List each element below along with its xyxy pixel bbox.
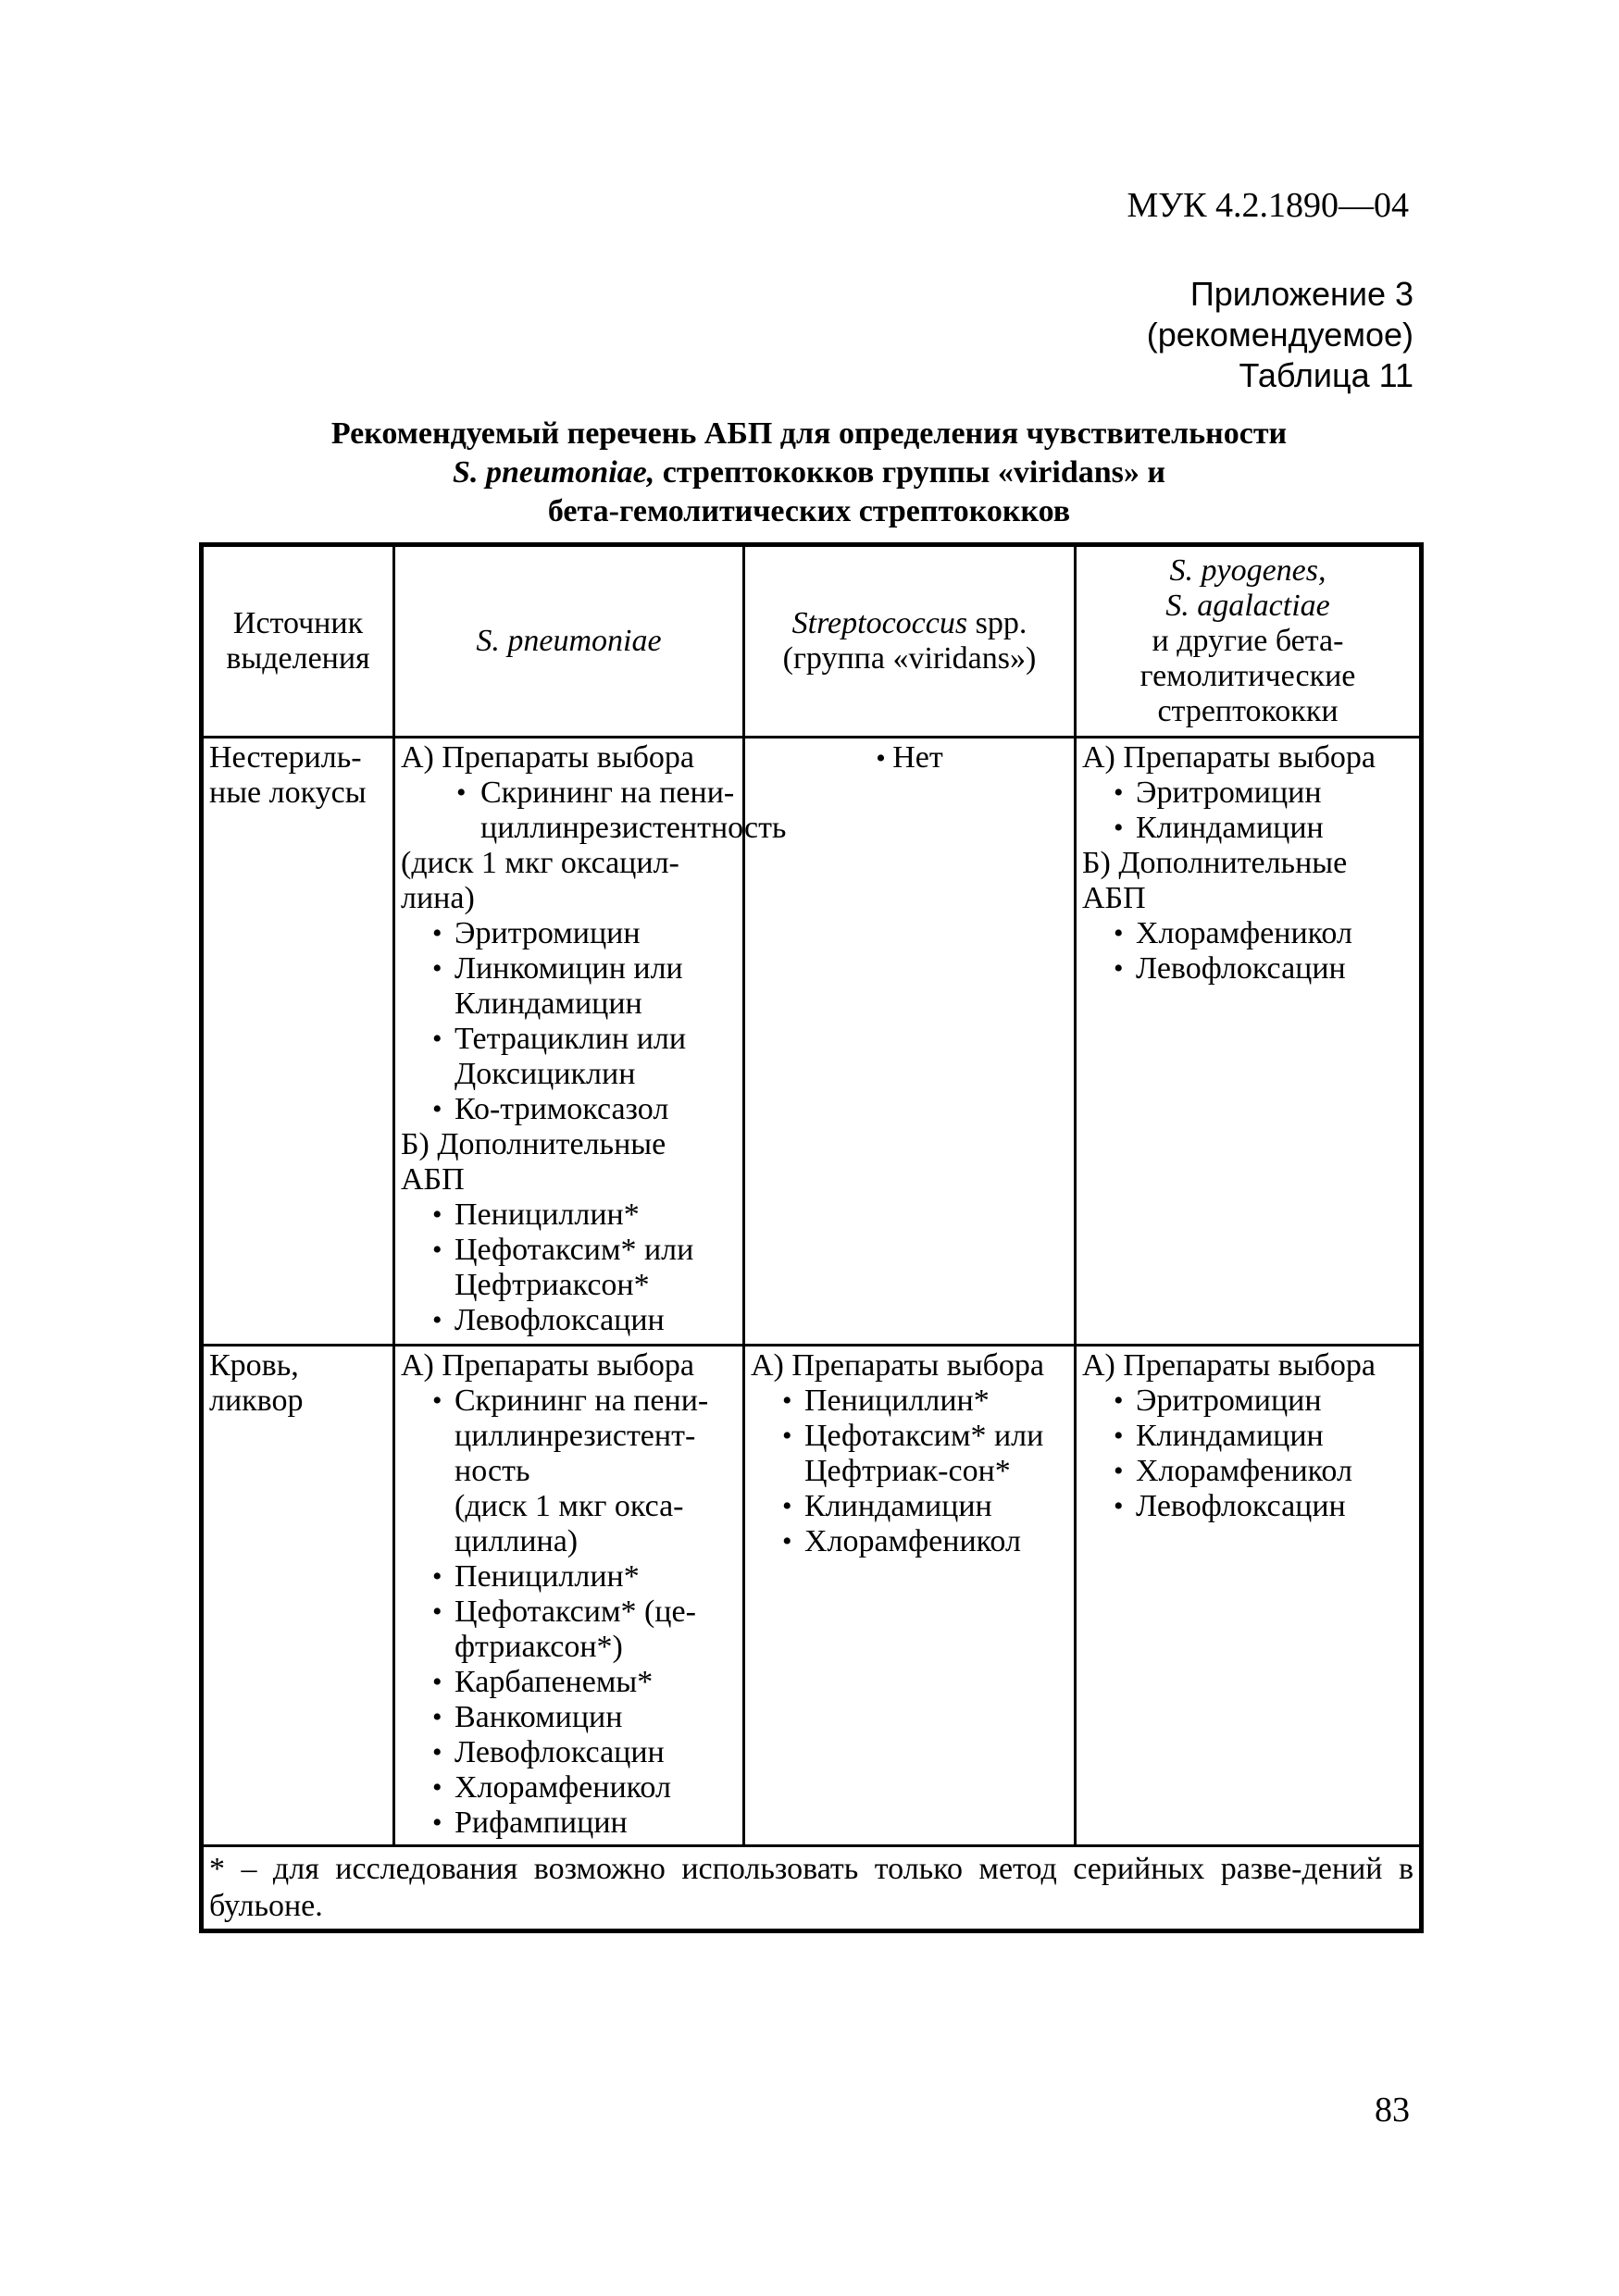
page-number: 83	[1375, 2091, 1410, 2129]
list-item: • Ванкомицин	[401, 1700, 737, 1735]
list-item: • Линкомицин или Клиндамицин	[401, 951, 737, 1022]
cell-beta	[1076, 1346, 1422, 1846]
group-a-label: А) Препараты выбора	[1082, 1348, 1376, 1383]
table-header-row	[202, 545, 1422, 738]
antibiotic-table	[199, 542, 1424, 1933]
header-beta-rest: и другие бета-гемолитические стрептококки	[1140, 624, 1356, 728]
title-line-3: бета-гемолитических стрептококков	[547, 494, 1071, 528]
group-b-label: Б) Дополнительные АБП	[1082, 846, 1348, 915]
list-item: • Цефотаксим* или Цефтриак-сон*	[751, 1419, 1068, 1489]
title-line-2-rest: стрептококков группы «viridans» и	[654, 455, 1165, 490]
cell-beta	[1076, 738, 1422, 1346]
list-item: • Хлорамфеникол	[1082, 916, 1414, 951]
title-species: S. pneumoniae,	[453, 455, 655, 490]
cell-pneumoniae	[394, 738, 787, 1346]
group-a-label: А) Препараты выбора	[751, 1348, 1045, 1383]
title-line-1: Рекомендуемый перечень АБП для определения чувствительности	[330, 416, 1288, 451]
group-b-label: Б) Дополнительные АБП	[401, 1127, 666, 1197]
item-note: (диск 1 мкг оксацил-лина)	[401, 846, 679, 915]
list-item: • Клиндамицин	[1082, 811, 1414, 846]
list-item: • Левофлоксацин	[401, 1735, 737, 1770]
list-item: • Эритромицин	[1082, 776, 1414, 811]
list-item: • Скрининг на пени-циллинрезистент-ность	[401, 1384, 737, 1489]
group-a-label: А) Препараты выбора	[1082, 740, 1376, 775]
list-item: • Эритромицин	[1082, 1384, 1414, 1419]
appendix-block	[1025, 274, 1414, 396]
list-item: • Пенициллин*	[401, 1559, 737, 1595]
list-item: • Скрининг на пени-циллинрезистентность	[401, 776, 737, 846]
list-item: • Рифампицин	[401, 1806, 737, 1841]
header-viridans-spp: spp.	[967, 606, 1027, 640]
row-source: Кровь, ликвор	[202, 1346, 394, 1846]
header-viridans-group: (группа «viridans»)	[782, 641, 1037, 676]
list-item: • Ко-тримоксазол	[401, 1092, 737, 1127]
table-label: Таблица 11	[1239, 356, 1414, 394]
header-beta-species-2: S. agalactiae	[1165, 589, 1330, 623]
header-beta-species-1: S. pyogenes,	[1169, 553, 1326, 588]
list-item: • Клиндамицин	[1082, 1419, 1414, 1454]
cell-viridans	[744, 1346, 1076, 1846]
list-item: • Левофлоксацин	[1082, 951, 1414, 987]
table-footnote-row	[202, 1846, 1422, 1931]
appendix-status: (рекомендуемое)	[1146, 316, 1414, 354]
list-item: • Клиндамицин	[751, 1489, 1068, 1524]
title-line-2	[199, 453, 1419, 492]
table-row	[202, 738, 1422, 1346]
cell-viridans	[744, 738, 1076, 1346]
header-viridans	[744, 545, 1076, 738]
row-source: Нестериль-ные локусы	[202, 738, 394, 1346]
list-item: • Цефотаксим* (це-фтриаксон*)	[401, 1595, 737, 1665]
list-item: • Эритромицин	[401, 916, 737, 951]
header-source: Источник выделения	[202, 545, 394, 738]
table-footnote: * – для исследования возможно использовать только метод серийных разве-дений в бульоне.	[202, 1846, 1422, 1931]
list-item: • Хлорамфеникол	[751, 1524, 1068, 1559]
list-item: • Тетрациклин или Доксициклин	[401, 1022, 737, 1092]
header-beta	[1076, 545, 1422, 738]
list-item: • Левофлоксацин	[1082, 1489, 1414, 1524]
cell-pneumoniae	[394, 1346, 744, 1846]
group-a-label: А) Препараты выбора	[401, 740, 695, 775]
table-row	[202, 1346, 1422, 1846]
table-title	[199, 415, 1419, 531]
list-item: • Хлорамфеникол	[401, 1770, 737, 1806]
list-item: • Пенициллин*	[401, 1198, 737, 1233]
list-item: • Цефотаксим* или Цефтриаксон*	[401, 1233, 737, 1303]
header-pneumoniae: S. pneumoniae	[394, 545, 744, 738]
group-a-label: А) Препараты выбора	[401, 1348, 695, 1383]
item-note: (диск 1 мкг окса-циллина)	[455, 1489, 684, 1558]
list-item: • Карбапенемы*	[401, 1665, 737, 1700]
list-item: • Нет	[876, 740, 943, 775]
list-item: • Хлорамфеникол	[1082, 1454, 1414, 1489]
document-code: МУК 4.2.1890—04	[1127, 186, 1409, 225]
appendix-label: Приложение 3	[1189, 275, 1414, 313]
header-viridans-genus: Streptococcus	[791, 606, 968, 640]
list-item: • Пенициллин*	[751, 1384, 1068, 1419]
list-item: • Левофлоксацин	[401, 1303, 737, 1338]
